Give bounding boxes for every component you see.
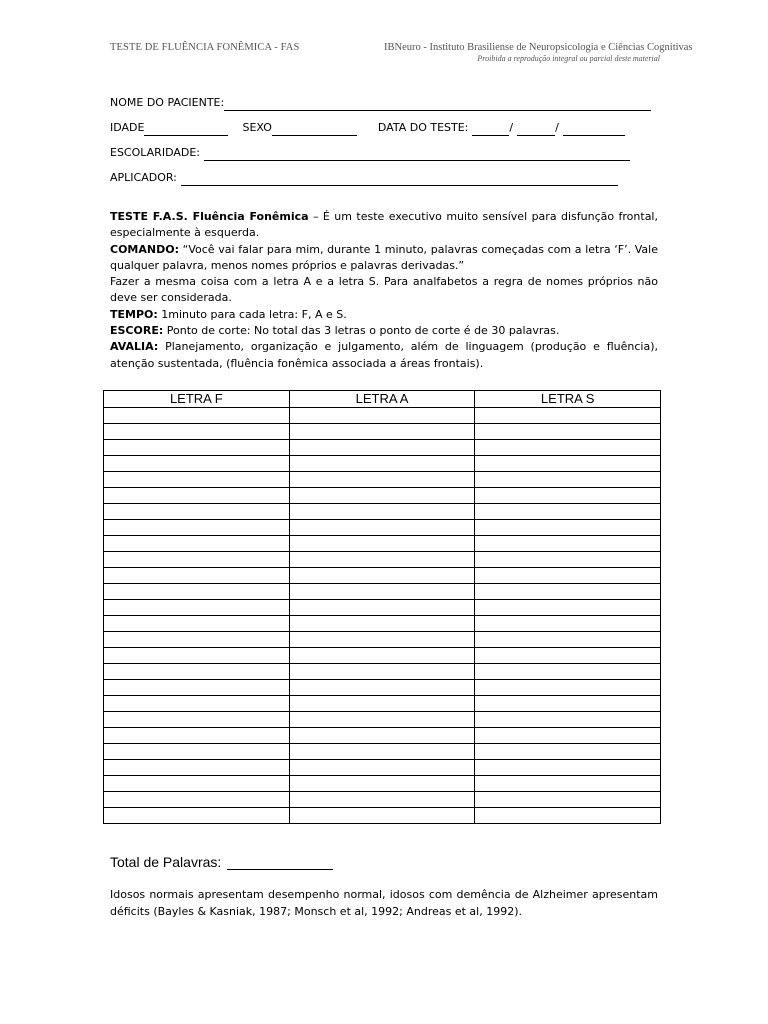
time-text: 1minuto para cada letra: F, A e S. (157, 307, 347, 321)
letter-s-cell[interactable] (475, 632, 661, 648)
letter-s-cell[interactable] (475, 584, 661, 600)
sex-label: SEXO (242, 121, 272, 134)
letter-a-cell[interactable] (289, 440, 475, 456)
time-paragraph (110, 307, 658, 323)
table-row (104, 520, 661, 536)
table-row (104, 504, 661, 520)
table-row (104, 552, 661, 568)
letter-s-cell[interactable] (475, 664, 661, 680)
table-row (104, 408, 661, 424)
age-sex-date-row (110, 111, 670, 136)
test-date-month-field[interactable] (517, 123, 555, 136)
letter-s-cell[interactable] (475, 408, 661, 424)
letter-a-cell[interactable] (289, 536, 475, 552)
time-label: TEMPO: (110, 307, 158, 321)
table-row (104, 440, 661, 456)
letter-a-cell[interactable] (289, 488, 475, 504)
letter-f-cell[interactable] (104, 408, 290, 424)
education-row (110, 136, 670, 161)
patient-name-field[interactable] (224, 98, 651, 111)
letter-a-cell[interactable] (289, 552, 475, 568)
letter-f-cell[interactable] (104, 440, 290, 456)
letter-f-cell[interactable] (104, 504, 290, 520)
letter-f-cell[interactable] (104, 648, 290, 664)
table-row (104, 632, 661, 648)
letter-f-cell[interactable] (104, 792, 290, 808)
patient-fields (110, 86, 670, 186)
letter-f-cell[interactable] (104, 616, 290, 632)
total-words-label: Total de Palavras: (110, 854, 222, 870)
letter-s-cell[interactable] (475, 776, 661, 792)
table-row (104, 792, 661, 808)
letter-f-cell[interactable] (104, 584, 290, 600)
letter-f-cell[interactable] (104, 664, 290, 680)
letter-a-cell[interactable] (289, 600, 475, 616)
date-separator: / (509, 121, 514, 134)
evaluates-label: AVALIA: (110, 340, 159, 354)
letter-s-header: LETRA S (475, 391, 661, 408)
test-intro-text: – É um teste executivo muito sensível para disfunção frontal, especialmente à esquerda. (110, 210, 658, 240)
test-intro-label: TESTE F.A.S. Fluência Fonêmica (110, 210, 309, 223)
date-separator: / (555, 121, 559, 134)
letter-a-cell[interactable] (289, 712, 475, 728)
total-words-field[interactable] (227, 855, 333, 870)
table-row (104, 760, 661, 776)
evaluates-text: Planejamento, organização e julgamento, além de linguagem (produção e fluência), atenção sustentada, (fluência fonêmica associada a áreas frontais). (110, 340, 658, 370)
test-date-day-field[interactable] (472, 123, 509, 136)
table-row (104, 696, 661, 712)
letter-s-cell[interactable] (475, 536, 661, 552)
letter-s-cell[interactable] (475, 744, 661, 760)
letter-a-cell[interactable] (289, 632, 475, 648)
letter-a-header: LETRA A (289, 391, 475, 408)
letter-s-cell[interactable] (475, 760, 661, 776)
letter-a-cell[interactable] (289, 504, 475, 520)
letter-s-cell[interactable] (475, 600, 661, 616)
letter-s-cell[interactable] (475, 552, 661, 568)
table-row (104, 680, 661, 696)
test-date-label: DATA DO TESTE: (377, 121, 469, 134)
letter-a-cell[interactable] (289, 520, 475, 536)
command-text: “Você vai falar para mim, durante 1 minuto, palavras começadas com a letra ‘F’. Vale qualquer palavra, menos nomes próprios e palavras derivadas.” (110, 242, 658, 272)
letter-f-cell[interactable] (104, 696, 290, 712)
table-row (104, 584, 661, 600)
table-row (104, 664, 661, 680)
letter-s-cell[interactable] (475, 520, 661, 536)
letter-a-cell[interactable] (289, 456, 475, 472)
score-paragraph (110, 323, 658, 339)
word-list-table (103, 390, 661, 824)
score-text: Ponto de corte: No total das 3 letras o ponto de corte é de 30 palavras. (163, 324, 560, 338)
letter-a-cell[interactable] (289, 744, 475, 760)
table-row (104, 424, 661, 440)
letter-a-cell[interactable] (289, 760, 475, 776)
letter-f-cell[interactable] (104, 712, 290, 728)
header-institution (384, 42, 693, 63)
letter-s-cell[interactable] (475, 472, 661, 488)
reference-note: Idosos normais apresentam desempenho normal, idosos com demência de Alzheimer apresentam déficits (Bayles & Kasniak, 1987; Monsch et al, 1992; Andreas et al, 1992). (110, 888, 658, 918)
evaluates-paragraph (110, 339, 658, 372)
education-field[interactable] (204, 148, 630, 161)
letter-a-cell[interactable] (289, 808, 475, 824)
education-label: ESCOLARIDADE: (110, 146, 200, 159)
sex-field[interactable] (272, 123, 357, 136)
letter-s-cell[interactable] (475, 696, 661, 712)
letter-f-cell[interactable] (104, 568, 290, 584)
letter-a-cell[interactable] (289, 664, 475, 680)
table-row (104, 616, 661, 632)
letter-a-cell[interactable] (289, 472, 475, 488)
letter-s-cell[interactable] (475, 648, 661, 664)
table-row (104, 776, 661, 792)
applicator-field[interactable] (181, 173, 618, 186)
table-row (104, 712, 661, 728)
letter-a-cell[interactable] (289, 776, 475, 792)
letter-s-cell[interactable] (475, 456, 661, 472)
letter-a-cell[interactable] (289, 696, 475, 712)
letter-f-cell[interactable] (104, 488, 290, 504)
table-row (104, 600, 661, 616)
copyright-note: Proibida a reprodução integral ou parcial deste material (477, 54, 660, 63)
letter-a-cell[interactable] (289, 728, 475, 744)
command-label: COMANDO: (110, 242, 179, 256)
letter-a-cell[interactable] (289, 680, 475, 696)
applicator-label: APLICADOR: (110, 171, 177, 184)
letter-s-cell[interactable] (475, 808, 661, 824)
letter-s-cell[interactable] (475, 504, 661, 520)
letter-f-cell[interactable] (104, 776, 290, 792)
letter-a-cell[interactable] (289, 792, 475, 808)
total-words-row (110, 854, 333, 870)
table-row (104, 472, 661, 488)
table-row (104, 456, 661, 472)
letter-s-cell[interactable] (475, 680, 661, 696)
letter-f-cell[interactable] (104, 536, 290, 552)
patient-name-label: NOME DO PACIENTE: (110, 96, 225, 109)
letter-a-cell[interactable] (289, 616, 475, 632)
letter-f-header: LETRA F (104, 391, 290, 408)
letter-f-cell[interactable] (104, 744, 290, 760)
table-header-row (104, 391, 661, 408)
table-row (104, 808, 661, 824)
letter-f-cell[interactable] (104, 808, 290, 824)
test-description (110, 209, 658, 372)
letter-s-cell[interactable] (475, 728, 661, 744)
letter-a-cell[interactable] (289, 408, 475, 424)
institution-name: IBNeuro - Instituto Brasiliense de Neuropsicologia e Ciências Cognitivas (384, 42, 693, 53)
letter-f-cell[interactable] (104, 472, 290, 488)
table-row (104, 728, 661, 744)
letter-a-cell[interactable] (289, 584, 475, 600)
letter-s-cell[interactable] (475, 616, 661, 632)
letter-s-cell[interactable] (475, 568, 661, 584)
letter-s-cell[interactable] (475, 424, 661, 440)
letter-f-cell[interactable] (104, 424, 290, 440)
command-paragraph (110, 242, 658, 275)
letter-f-cell[interactable] (104, 520, 290, 536)
table-row (104, 744, 661, 760)
test-intro (110, 209, 658, 242)
letter-f-cell[interactable] (104, 632, 290, 648)
table-body (104, 408, 661, 824)
letter-f-cell[interactable] (104, 552, 290, 568)
letter-f-cell[interactable] (104, 728, 290, 744)
letter-s-cell[interactable] (475, 488, 661, 504)
extra-instruction: Fazer a mesma coisa com a letra A e a letra S. Para analfabetos a regra de nomes próprios não deve ser considerada. (110, 275, 658, 305)
table-row (104, 536, 661, 552)
header-title: TESTE DE FLUÊNCIA FONÊMICA - FAS (110, 42, 300, 53)
letter-f-cell[interactable] (104, 456, 290, 472)
table-row (104, 568, 661, 584)
letter-f-cell[interactable] (104, 760, 290, 776)
letter-a-cell[interactable] (289, 648, 475, 664)
letter-a-cell[interactable] (289, 424, 475, 440)
patient-name-row (110, 86, 670, 111)
letter-s-cell[interactable] (475, 440, 661, 456)
letter-s-cell[interactable] (475, 712, 661, 728)
table-row (104, 488, 661, 504)
letter-f-cell[interactable] (104, 600, 290, 616)
age-field[interactable] (144, 123, 228, 136)
age-label: IDADE (110, 121, 145, 134)
applicator-row (110, 161, 670, 186)
letter-f-cell[interactable] (104, 680, 290, 696)
test-date-year-field[interactable] (563, 123, 625, 136)
score-label: ESCORE: (110, 324, 164, 338)
letter-a-cell[interactable] (289, 568, 475, 584)
letter-s-cell[interactable] (475, 792, 661, 808)
table-row (104, 648, 661, 664)
